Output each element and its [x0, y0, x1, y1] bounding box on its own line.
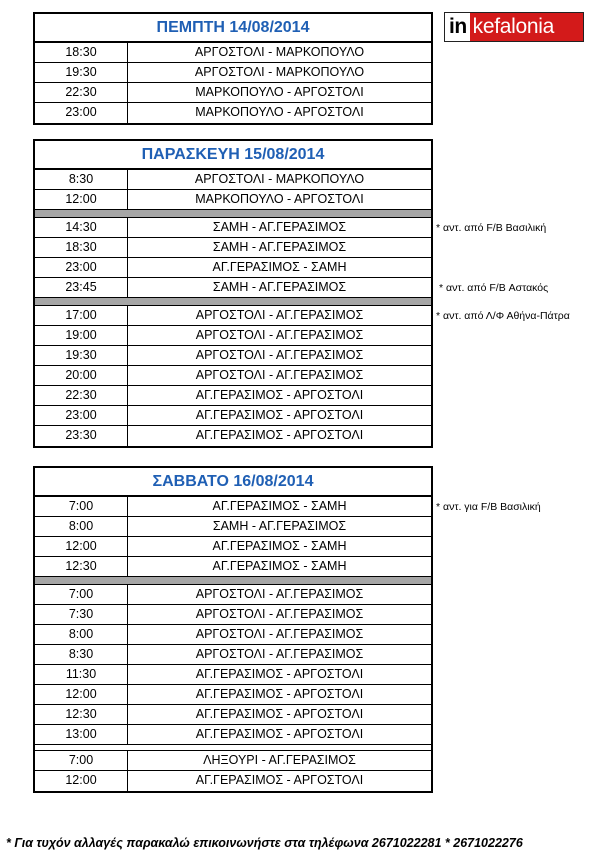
departure-time: 20:00 [35, 366, 128, 385]
departure-time: 18:30 [35, 43, 128, 62]
route: ΑΓ.ΓΕΡΑΣΙΜΟΣ - ΑΡΓΟΣΤΟΛΙ [195, 408, 364, 422]
route: ΛΗΞΟΥΡΙ - ΑΓ.ΓΕΡΑΣΙΜΟΣ [203, 753, 356, 767]
route: ΑΓ.ΓΕΡΑΣΙΜΟΣ - ΑΡΓΟΣΤΟΛΙ [195, 428, 364, 442]
route: ΣΑΜΗ - ΑΓ.ΓΕΡΑΣΙΜΟΣ [212, 240, 347, 254]
departure-time: 12:00 [35, 771, 128, 791]
departure-time: 22:30 [35, 83, 128, 102]
schedule-row [35, 685, 431, 705]
day-section [33, 139, 433, 448]
route: ΑΡΓΟΣΤΟΛΙ - ΑΓ.ΓΕΡΑΣΙΜΟΣ [195, 308, 364, 322]
schedule-row [35, 645, 431, 665]
departure-time: 12:30 [35, 705, 128, 724]
departure-time: 7:30 [35, 605, 128, 624]
departure-time: 23:45 [35, 278, 128, 297]
schedule-row [35, 366, 431, 386]
route: ΑΡΓΟΣΤΟΛΙ - ΑΓ.ΓΕΡΑΣΙΜΟΣ [195, 627, 364, 641]
schedule-row [35, 43, 431, 63]
day-section [33, 466, 433, 793]
route: ΑΡΓΟΣΤΟΛΙ - ΜΑΡΚΟΠΟΥΛΟ [194, 45, 365, 59]
day-title: ΠΑΡΑΣΚΕΥΗ 15/08/2014 [35, 141, 431, 170]
schedule-row [35, 63, 431, 83]
route: ΑΡΓΟΣΤΟΛΙ - ΑΓ.ΓΕΡΑΣΙΜΟΣ [195, 647, 364, 661]
departure-time: 7:00 [35, 497, 128, 516]
schedule-row [35, 258, 431, 278]
schedule-row [35, 326, 431, 346]
schedule-row [35, 605, 431, 625]
departure-time: 8:00 [35, 517, 128, 536]
schedule-row [35, 625, 431, 645]
schedule-row [35, 83, 431, 103]
departure-time: 12:00 [35, 685, 128, 704]
departure-time: 7:00 [35, 585, 128, 604]
schedule-row [35, 771, 431, 791]
route: ΑΡΓΟΣΤΟΛΙ - ΑΓ.ΓΕΡΑΣΙΜΟΣ [195, 348, 364, 362]
schedule-row [35, 238, 431, 258]
schedule-row [35, 585, 431, 605]
departure-time: 11:30 [35, 665, 128, 684]
departure-time: 17:00 [35, 306, 128, 325]
route: ΑΓ.ΓΕΡΑΣΙΜΟΣ - ΑΡΓΟΣΤΟΛΙ [195, 727, 364, 741]
route: ΑΡΓΟΣΤΟΛΙ - ΑΓ.ΓΕΡΑΣΙΜΟΣ [195, 368, 364, 382]
departure-time: 23:30 [35, 426, 128, 446]
schedule-row [35, 665, 431, 685]
schedule-row [35, 705, 431, 725]
schedule-row [35, 170, 431, 190]
logo [444, 12, 584, 42]
schedule-row [35, 190, 431, 210]
schedule-row [35, 306, 431, 326]
departure-time: 19:30 [35, 346, 128, 365]
logo-prefix: in [445, 13, 470, 41]
schedule-row [35, 103, 431, 123]
route: ΑΓ.ΓΕΡΑΣΙΜΟΣ - ΣΑΜΗ [212, 499, 347, 513]
departure-time: 23:00 [35, 103, 128, 123]
schedule-row [35, 386, 431, 406]
row-note: * αντ. από F/B Βασιλική [436, 222, 547, 234]
group-separator [35, 577, 431, 585]
departure-time: 23:00 [35, 406, 128, 425]
schedule-row [35, 218, 431, 238]
row-note: * αντ. για F/B Βασιλική [436, 501, 541, 513]
departure-time: 12:00 [35, 190, 128, 209]
departure-time: 13:00 [35, 725, 128, 744]
departure-time: 8:30 [35, 645, 128, 664]
schedule-row [35, 426, 431, 446]
departure-time: 8:30 [35, 170, 128, 189]
row-note: * αντ. από F/B Αστακός [439, 282, 549, 294]
departure-time: 14:30 [35, 218, 128, 237]
route: ΜΑΡΚΟΠΟΥΛΟ - ΑΡΓΟΣΤΟΛΙ [195, 105, 364, 119]
departure-time: 22:30 [35, 386, 128, 405]
schedule-row [35, 278, 431, 298]
route: ΑΓ.ΓΕΡΑΣΙΜΟΣ - ΑΡΓΟΣΤΟΛΙ [195, 707, 364, 721]
route: ΑΓ.ΓΕΡΑΣΙΜΟΣ - ΣΑΜΗ [212, 559, 347, 573]
route: ΑΡΓΟΣΤΟΛΙ - ΑΓ.ΓΕΡΑΣΙΜΟΣ [195, 328, 364, 342]
departure-time: 18:30 [35, 238, 128, 257]
group-separator [35, 210, 431, 218]
departure-time: 12:00 [35, 537, 128, 556]
route: ΑΓ.ΓΕΡΑΣΙΜΟΣ - ΣΑΜΗ [212, 539, 347, 553]
schedule-row [35, 557, 431, 577]
schedule-row [35, 346, 431, 366]
schedule-row [35, 517, 431, 537]
route: ΑΓ.ΓΕΡΑΣΙΜΟΣ - ΑΡΓΟΣΤΟΛΙ [195, 667, 364, 681]
day-title: ΣΑΒΒΑΤΟ 16/08/2014 [35, 468, 431, 497]
departure-time: 7:00 [35, 751, 128, 770]
route: ΑΡΓΟΣΤΟΛΙ - ΑΓ.ΓΕΡΑΣΙΜΟΣ [195, 607, 364, 621]
schedule-row [35, 751, 431, 771]
day-section [33, 12, 433, 125]
route: ΑΓ.ΓΕΡΑΣΙΜΟΣ - ΣΑΜΗ [212, 260, 347, 274]
route: ΜΑΡΚΟΠΟΥΛΟ - ΑΡΓΟΣΤΟΛΙ [195, 192, 364, 206]
route: ΣΑΜΗ - ΑΓ.ΓΕΡΑΣΙΜΟΣ [212, 519, 347, 533]
route: ΑΡΓΟΣΤΟΛΙ - ΜΑΡΚΟΠΟΥΛΟ [194, 65, 365, 79]
route: ΑΡΓΟΣΤΟΛΙ - ΜΑΡΚΟΠΟΥΛΟ [194, 172, 365, 186]
route: ΑΓ.ΓΕΡΑΣΙΜΟΣ - ΑΡΓΟΣΤΟΛΙ [195, 388, 364, 402]
departure-time: 23:00 [35, 258, 128, 277]
day-title: ΠΕΜΠΤΗ 14/08/2014 [35, 14, 431, 43]
departure-time: 12:30 [35, 557, 128, 576]
logo-name: kefalonia [470, 13, 583, 41]
route: ΣΑΜΗ - ΑΓ.ΓΕΡΑΣΙΜΟΣ [212, 220, 347, 234]
departure-time: 19:00 [35, 326, 128, 345]
schedule-row [35, 725, 431, 745]
schedule-row [35, 537, 431, 557]
route: ΑΡΓΟΣΤΟΛΙ - ΑΓ.ΓΕΡΑΣΙΜΟΣ [195, 587, 364, 601]
departure-time: 19:30 [35, 63, 128, 82]
row-note: * αντ. από Λ/Φ Αθήνα-Πάτρα [436, 310, 570, 322]
route: ΣΑΜΗ - ΑΓ.ΓΕΡΑΣΙΜΟΣ [212, 280, 347, 294]
group-separator [35, 298, 431, 306]
schedule-row [35, 497, 431, 517]
route: ΜΑΡΚΟΠΟΥΛΟ - ΑΡΓΟΣΤΟΛΙ [195, 85, 364, 99]
route: ΑΓ.ΓΕΡΑΣΙΜΟΣ - ΑΡΓΟΣΤΟΛΙ [195, 773, 364, 787]
route: ΑΓ.ΓΕΡΑΣΙΜΟΣ - ΑΡΓΟΣΤΟΛΙ [195, 687, 364, 701]
departure-time: 8:00 [35, 625, 128, 644]
schedule-row [35, 406, 431, 426]
footer-note: * Για τυχόν αλλαγές παρακαλώ επικοινωνήστε στα τηλέφωνα 2671022281 * 2671022276 [6, 836, 523, 850]
